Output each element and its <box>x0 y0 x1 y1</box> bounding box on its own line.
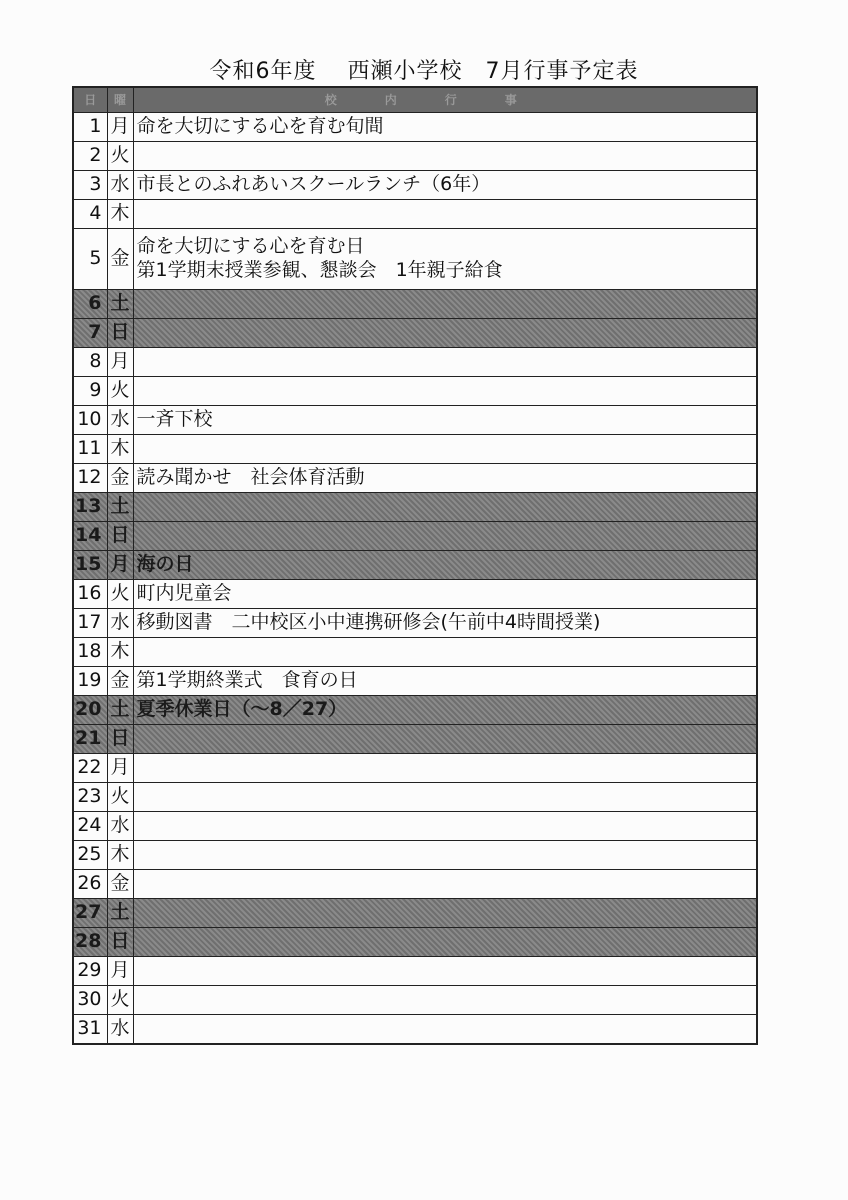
table-row <box>73 928 757 957</box>
weekday-cell: 金 <box>107 464 133 493</box>
event-line: 移動図書 二中校区小中連携研修会(午前中4時間授業) <box>136 611 601 634</box>
table-row <box>73 899 757 928</box>
weekday-cell: 水 <box>107 812 133 841</box>
header-weekday: 曜 <box>107 87 133 113</box>
table-row <box>73 113 757 142</box>
day-cell: 30 <box>73 986 107 1015</box>
day-cell: 9 <box>73 377 107 406</box>
event-line: 一斉下校 <box>136 408 213 431</box>
events-cell <box>133 142 757 171</box>
weekday-cell: 土 <box>107 493 133 522</box>
day-cell: 2 <box>73 142 107 171</box>
page-title: 令和6年度 西瀬小学校 7月行事予定表 <box>209 59 639 84</box>
day-cell: 10 <box>73 406 107 435</box>
weekday-cell: 水 <box>107 1015 133 1045</box>
day-cell: 25 <box>73 841 107 870</box>
day-cell: 23 <box>73 783 107 812</box>
weekday-cell: 月 <box>107 113 133 142</box>
day-cell: 8 <box>73 348 107 377</box>
event-line: 海の日 <box>136 553 194 576</box>
table-row <box>73 812 757 841</box>
weekday-cell: 月 <box>107 957 133 986</box>
events-cell <box>133 754 757 783</box>
day-cell: 17 <box>73 609 107 638</box>
day-cell: 19 <box>73 667 107 696</box>
events-cell <box>133 113 757 142</box>
day-cell: 1 <box>73 113 107 142</box>
events-cell <box>133 290 757 319</box>
table-row <box>73 870 757 899</box>
day-cell: 7 <box>73 319 107 348</box>
events-cell <box>133 464 757 493</box>
table-row <box>73 319 757 348</box>
weekday-cell: 日 <box>107 319 133 348</box>
events-cell <box>133 171 757 200</box>
table-row <box>73 1015 757 1045</box>
events-cell <box>133 841 757 870</box>
day-cell: 18 <box>73 638 107 667</box>
weekday-cell: 月 <box>107 551 133 580</box>
events-cell <box>133 638 757 667</box>
events-cell <box>133 957 757 986</box>
weekday-cell: 木 <box>107 841 133 870</box>
table-row <box>73 841 757 870</box>
weekday-cell: 火 <box>107 377 133 406</box>
weekday-cell: 火 <box>107 580 133 609</box>
event-line: 第1学期末授業参観、懇談会 1年親子給食 <box>136 259 503 281</box>
events-cell <box>133 1015 757 1045</box>
day-cell: 24 <box>73 812 107 841</box>
weekday-cell: 金 <box>107 667 133 696</box>
weekday-cell: 木 <box>107 435 133 464</box>
table-row <box>73 957 757 986</box>
events-cell <box>133 348 757 377</box>
schedule-table <box>72 86 758 1045</box>
weekday-cell: 金 <box>107 229 133 290</box>
event-line: 命を大切にする心を育む日 <box>136 235 365 258</box>
day-cell: 21 <box>73 725 107 754</box>
table-row <box>73 493 757 522</box>
events-cell <box>133 870 757 899</box>
day-cell: 31 <box>73 1015 107 1045</box>
event-line: 読み聞かせ 社会体育活動 <box>136 466 365 489</box>
events-cell <box>133 493 757 522</box>
day-cell: 26 <box>73 870 107 899</box>
event-line: 命を大切にする心を育む旬間 <box>136 115 384 138</box>
day-cell: 5 <box>73 229 107 290</box>
weekday-cell: 火 <box>107 783 133 812</box>
weekday-cell: 金 <box>107 870 133 899</box>
table-row <box>73 580 757 609</box>
events-cell <box>133 551 757 580</box>
table-row <box>73 348 757 377</box>
table-row <box>73 754 757 783</box>
events-cell <box>133 377 757 406</box>
day-cell: 20 <box>73 696 107 725</box>
events-cell <box>133 319 757 348</box>
events-cell <box>133 200 757 229</box>
day-cell: 4 <box>73 200 107 229</box>
day-cell: 6 <box>73 290 107 319</box>
table-row <box>73 696 757 725</box>
day-cell: 15 <box>73 551 107 580</box>
event-line: 第1学期終業式 食育の日 <box>136 669 358 692</box>
table-row <box>73 200 757 229</box>
day-cell: 3 <box>73 171 107 200</box>
weekday-cell: 土 <box>107 899 133 928</box>
events-cell <box>133 667 757 696</box>
weekday-cell: 木 <box>107 200 133 229</box>
table-row <box>73 783 757 812</box>
weekday-cell: 日 <box>107 725 133 754</box>
table-row <box>73 229 757 290</box>
day-cell: 12 <box>73 464 107 493</box>
day-cell: 22 <box>73 754 107 783</box>
table-row <box>73 638 757 667</box>
header-day: 日 <box>73 87 107 113</box>
table-row <box>73 522 757 551</box>
day-cell: 13 <box>73 493 107 522</box>
events-cell <box>133 696 757 725</box>
weekday-cell: 水 <box>107 609 133 638</box>
events-cell <box>133 229 757 290</box>
events-cell <box>133 986 757 1015</box>
events-cell <box>133 928 757 957</box>
events-cell <box>133 522 757 551</box>
header-events: 校内行事 <box>133 87 757 113</box>
events-cell <box>133 899 757 928</box>
table-row <box>73 290 757 319</box>
table-row <box>73 986 757 1015</box>
schedule-rows <box>73 113 757 1045</box>
events-cell <box>133 406 757 435</box>
event-line: 町内児童会 <box>136 582 232 605</box>
weekday-cell: 日 <box>107 522 133 551</box>
table-header-row <box>73 87 757 113</box>
weekday-cell: 月 <box>107 348 133 377</box>
event-line: 市長とのふれあいスクールランチ（6年） <box>136 173 491 196</box>
weekday-cell: 火 <box>107 142 133 171</box>
table-row <box>73 171 757 200</box>
weekday-cell: 水 <box>107 171 133 200</box>
weekday-cell: 土 <box>107 696 133 725</box>
table-row <box>73 551 757 580</box>
events-cell <box>133 609 757 638</box>
table-row <box>73 377 757 406</box>
weekday-cell: 日 <box>107 928 133 957</box>
table-row <box>73 609 757 638</box>
day-cell: 28 <box>73 928 107 957</box>
table-row <box>73 464 757 493</box>
weekday-cell: 水 <box>107 406 133 435</box>
event-line: 夏季休業日（～8／27） <box>136 698 348 721</box>
table-row <box>73 142 757 171</box>
events-cell <box>133 580 757 609</box>
events-cell <box>133 435 757 464</box>
day-cell: 14 <box>73 522 107 551</box>
events-cell <box>133 783 757 812</box>
day-cell: 29 <box>73 957 107 986</box>
day-cell: 16 <box>73 580 107 609</box>
events-cell <box>133 725 757 754</box>
table-row <box>73 435 757 464</box>
weekday-cell: 月 <box>107 754 133 783</box>
table-row <box>73 725 757 754</box>
weekday-cell: 木 <box>107 638 133 667</box>
weekday-cell: 火 <box>107 986 133 1015</box>
table-row <box>73 406 757 435</box>
events-cell <box>133 812 757 841</box>
weekday-cell: 土 <box>107 290 133 319</box>
day-cell: 27 <box>73 899 107 928</box>
day-cell: 11 <box>73 435 107 464</box>
table-row <box>73 667 757 696</box>
